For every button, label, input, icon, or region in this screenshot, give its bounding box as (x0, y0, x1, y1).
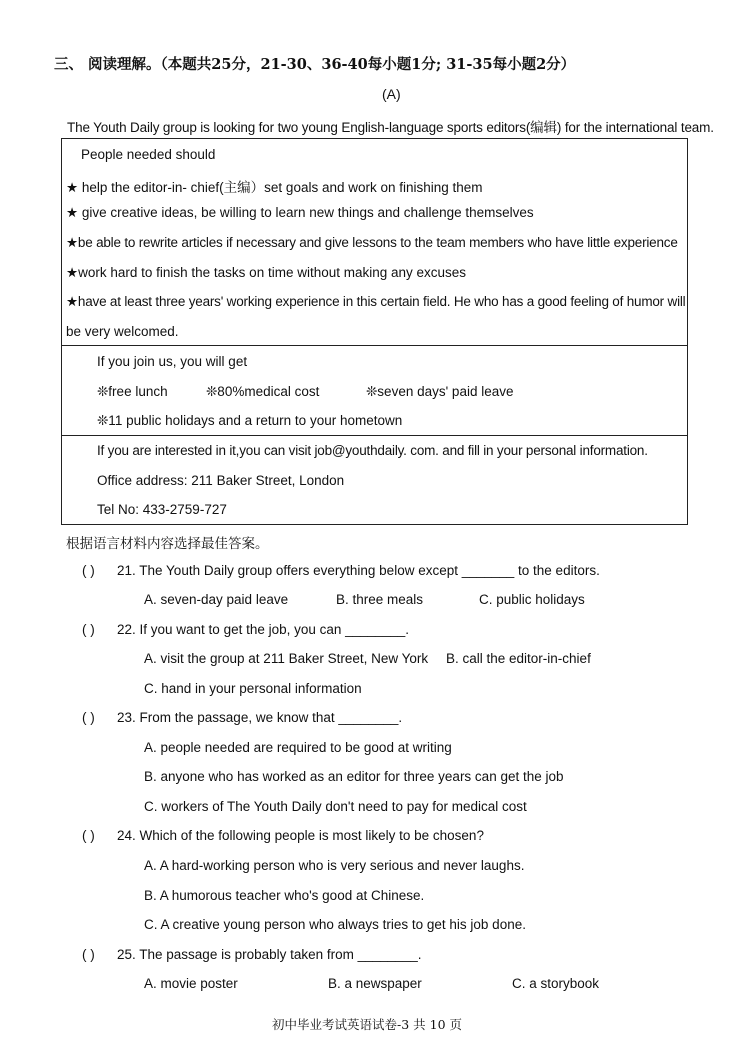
benefits-heading: If you join us, you will get (97, 354, 248, 369)
telephone: Tel No: 433-2759-727 (97, 502, 227, 517)
passage-intro: The Youth Daily group is looking for two young English-language sports editors(编辑) for the international team. (67, 120, 714, 135)
requirements-heading: People needed should (81, 147, 216, 162)
option: C. workers of The Youth Daily don't need to pay for medical cost (144, 799, 527, 814)
option: C. A creative young person who always tries to get his job done. (144, 917, 526, 932)
requirement-item: ★work hard to finish the tasks on time without making any excuses (66, 265, 467, 280)
answer-blank: ( ) (82, 828, 95, 843)
answer-blank: ( ) (82, 622, 95, 637)
question-stem: 23. From the passage, we know that ________. (117, 710, 403, 725)
benefit-item: ❊11 public holidays and a return to your hometown (97, 413, 403, 428)
option: A. people needed are required to be good at writing (144, 740, 452, 755)
option: A. A hard-working person who is very serious and never laughs. (144, 858, 525, 873)
divider (61, 345, 688, 346)
requirement-item: be very welcomed. (66, 324, 179, 339)
answer-blank: ( ) (82, 710, 95, 725)
benefit-item: ❊seven days' paid leave (366, 384, 514, 399)
passage-label: (A) (382, 86, 401, 102)
contact-line: If you are interested in it,you can visit job@youthdaily. com. and fill in your personal information. (97, 443, 648, 458)
option: B. a newspaper (328, 976, 422, 991)
section-title: 三、 阅读理解。（本题共25分，21-30、36-40每小题1分; 31-35每小题2分） (54, 56, 576, 73)
option: B. three meals (336, 592, 424, 607)
requirement-item: ★be able to rewrite articles if necessary and give lessons to the team members who have little experience (66, 235, 678, 250)
question-stem: 21. The Youth Daily group offers everything below except _______ to the editors. (117, 563, 600, 578)
option: C. a storybook (512, 976, 600, 991)
question-stem: 24. Which of the following people is most likely to be chosen? (117, 828, 484, 843)
requirement-item: ★ help the editor-in- chief(主编）set goals and work on finishing them (66, 180, 483, 195)
option: B. anyone who has worked as an editor for three years can get the job (144, 769, 564, 784)
instruction: 根据语言材料内容选择最佳答案。 (66, 536, 269, 552)
option: A. movie poster (144, 976, 238, 991)
requirement-item: ★ give creative ideas, be willing to learn new things and challenge themselves (66, 205, 534, 220)
option: A. visit the group at 211 Baker Street, New York (144, 651, 429, 666)
option: C. hand in your personal information (144, 681, 362, 696)
option: B. A humorous teacher who's good at Chinese. (144, 888, 425, 903)
answer-blank: ( ) (82, 563, 95, 578)
divider (61, 435, 688, 436)
question-stem: 25. The passage is probably taken from ________. (117, 947, 422, 962)
question-stem: 22. If you want to get the job, you can ________. (117, 622, 409, 637)
benefit-item: ❊80%medical cost (206, 384, 320, 399)
answer-blank: ( ) (82, 947, 95, 962)
option: C. public holidays (479, 592, 585, 607)
option: A. seven-day paid leave (144, 592, 289, 607)
page-footer: 初中毕业考试英语试卷-3 共 10 页 (272, 1017, 463, 1032)
option: B. call the editor-in-chief (446, 651, 591, 666)
requirement-item: ★have at least three years' working experience in this certain field. He who has a good feeling of humor will (66, 294, 686, 309)
benefit-item: ❊free lunch (97, 384, 168, 399)
office-address: Office address: 211 Baker Street, London (97, 473, 345, 488)
